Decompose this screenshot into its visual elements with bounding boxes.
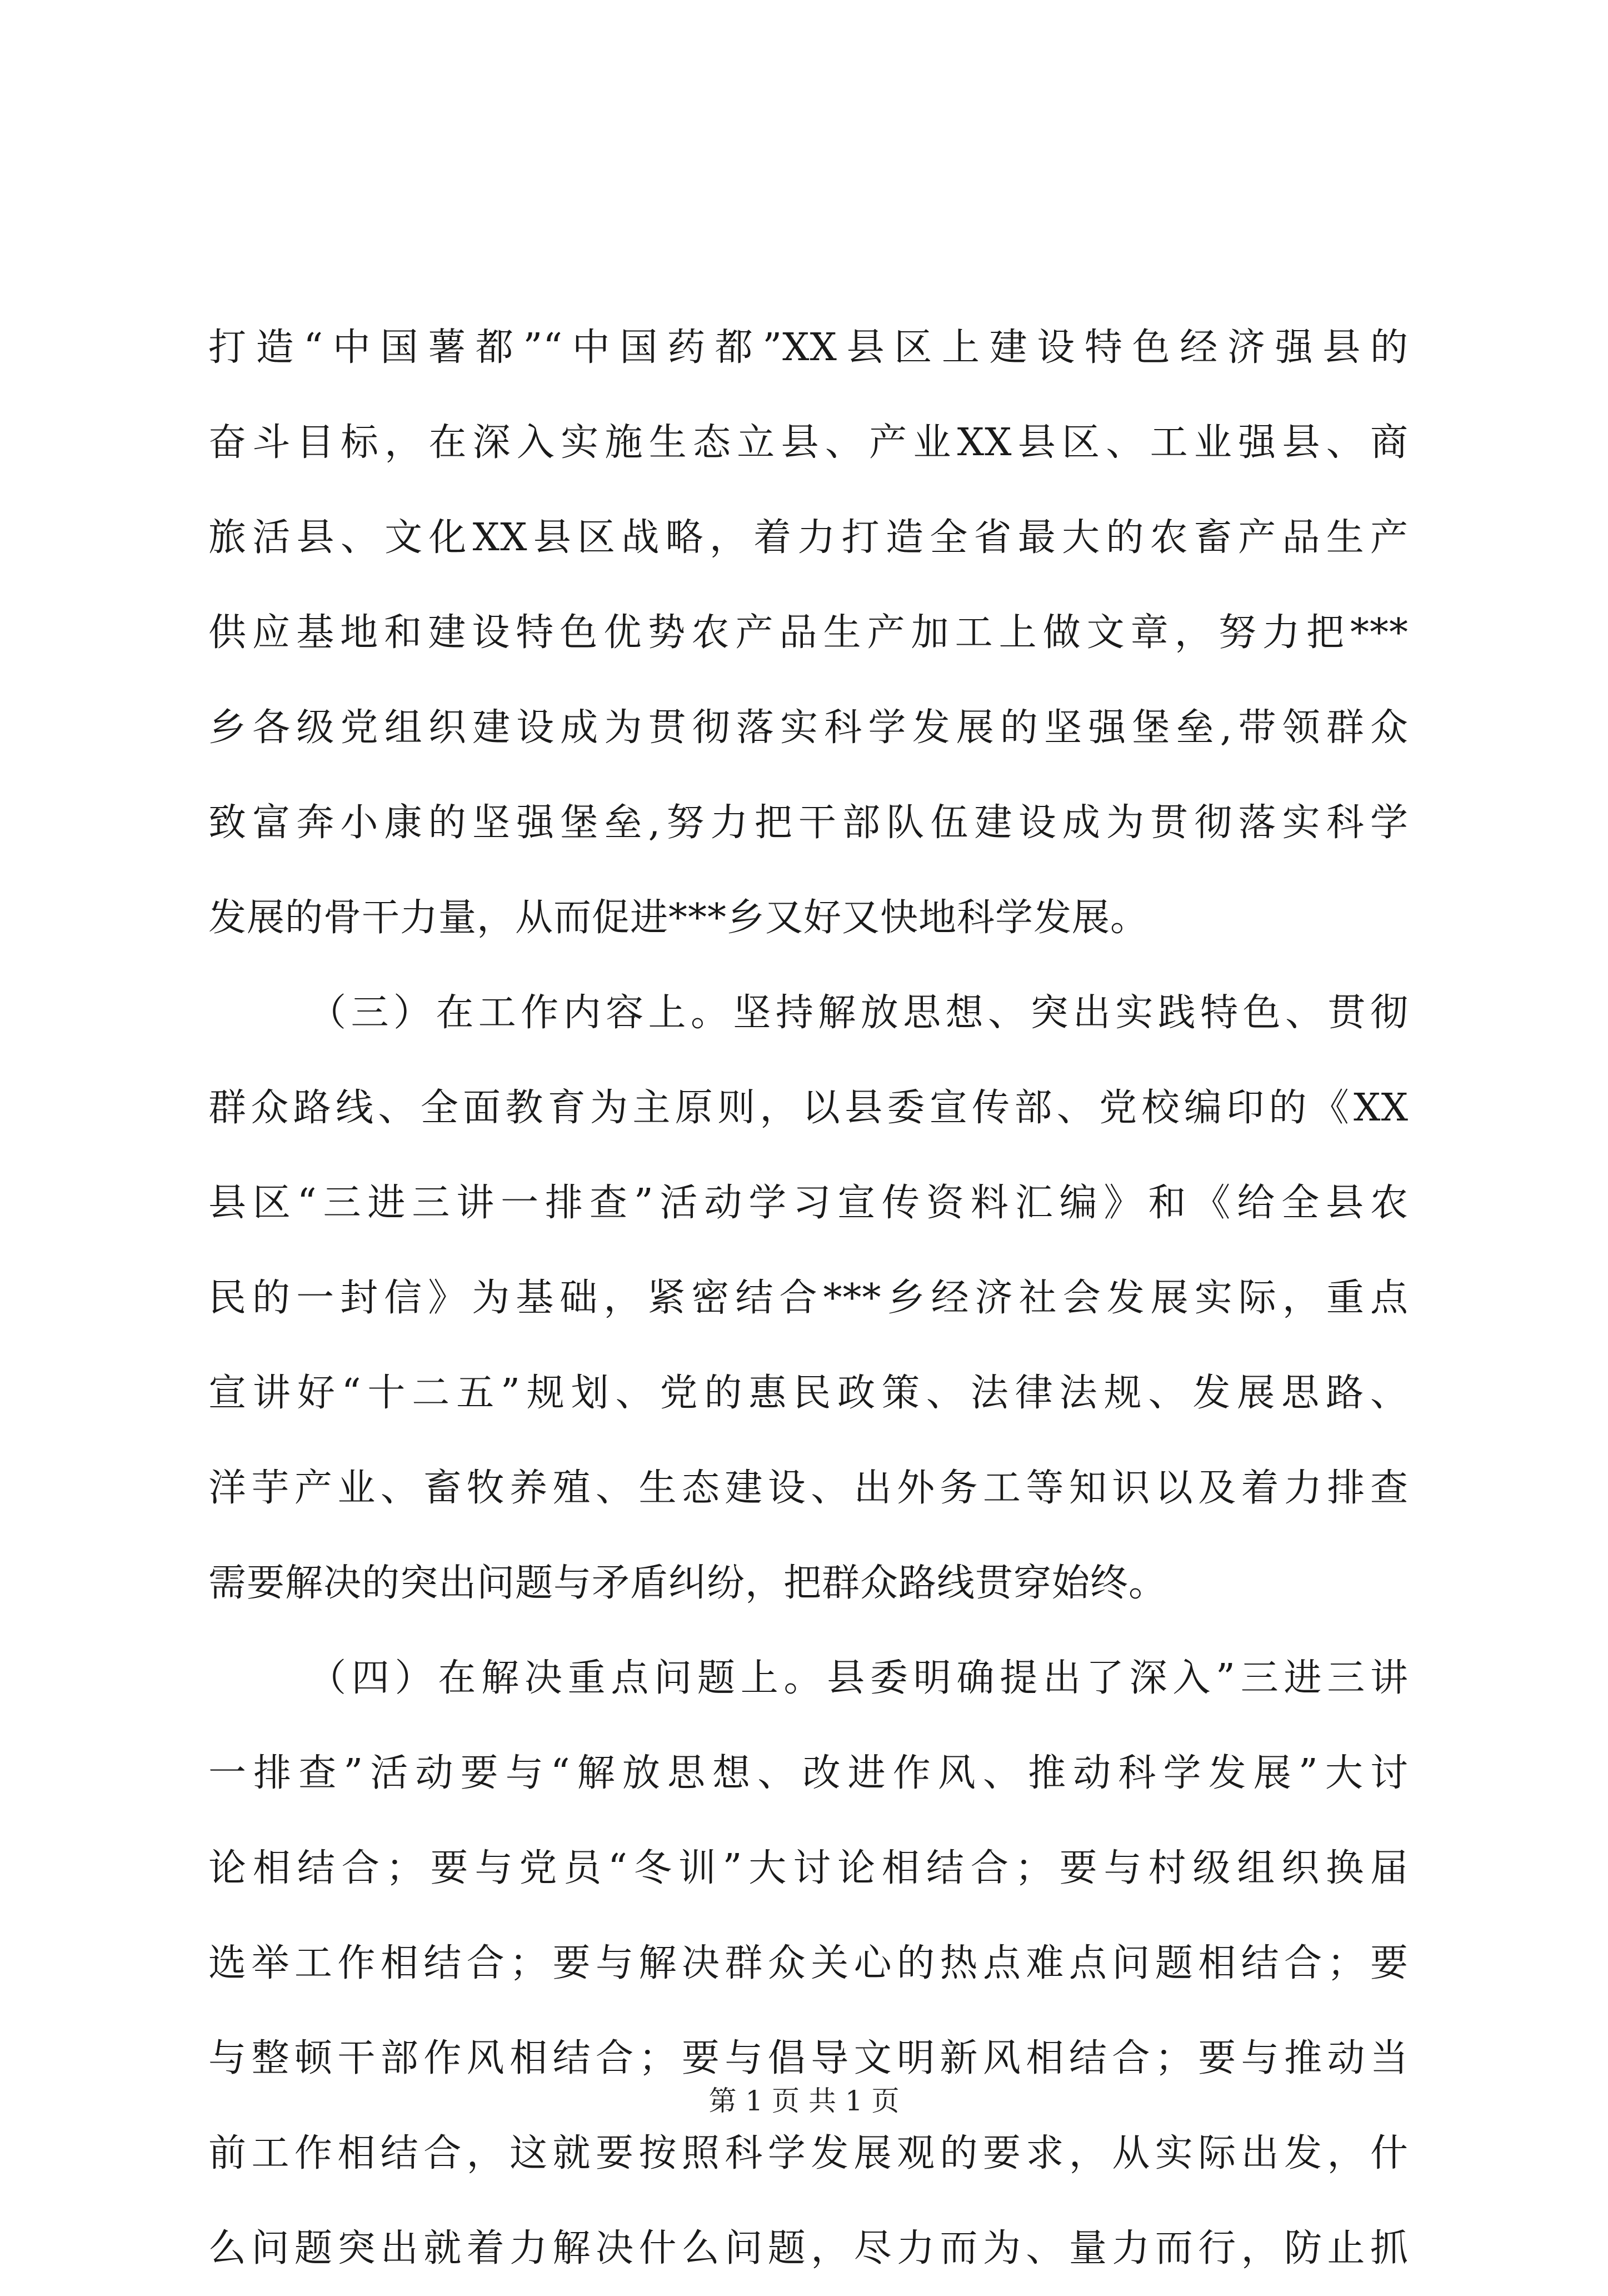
text-line: 一排查”活动要与“解放思想、改进作风、推动科学发展”大讨 xyxy=(208,1751,1409,1795)
text-line: 旅活县、文化XX县区战略，着力打造全省最大的农畜产品生产 xyxy=(208,516,1409,560)
text-line: （四）在解决重点问题上。县委明确提出了深入”三进三讲 xyxy=(308,1656,1409,1700)
paragraph-key-issues xyxy=(208,1631,1409,2296)
text-line: 与整顿干部作风相结合；要与倡导文明新风相结合；要与推动当 xyxy=(208,2036,1409,2080)
text-line: （三）在工作内容上。坚持解放思想、突出实践特色、贯彻 xyxy=(308,991,1409,1035)
text-line: 县区“三进三讲一排查”活动学习宣传资料汇编》和《给全县农 xyxy=(208,1181,1409,1225)
text-line: 致富奔小康的坚强堡垒,努力把干部队伍建设成为贯彻落实科学 xyxy=(208,801,1409,845)
text-line: 打造“中国薯都”“中国药都”XX县区上建设特色经济强县的 xyxy=(208,326,1409,370)
text-line: 供应基地和建设特色优势农产品生产加工上做文章，努力把*** xyxy=(208,611,1409,655)
text-line: 群众路线、全面教育为主原则，以县委宣传部、党校编印的《XX xyxy=(208,1086,1409,1130)
document-body xyxy=(208,300,1409,2296)
text-line: 么问题突出就着力解决什么问题，尽力而为、量力而行，防止抓 xyxy=(208,2227,1409,2270)
text-line: 乡各级党组织建设成为贯彻落实科学发展的坚强堡垒,带领群众 xyxy=(208,706,1409,750)
text-line: 洋芋产业、畜牧养殖、生态建设、出外务工等知识以及着力排查 xyxy=(208,1466,1409,1510)
paragraph-work-content xyxy=(208,965,1409,1631)
text-line: 论相结合；要与党员“冬训”大讨论相结合；要与村级组织换届 xyxy=(208,1846,1409,1890)
text-line: 前工作相结合，这就要按照科学发展观的要求，从实际出发，什 xyxy=(208,2131,1409,2175)
text-line: 发展的骨干力量，从而促进***乡又好又快地科学发展。 xyxy=(208,896,1149,940)
text-line: 宣讲好“十二五”规划、党的惠民政策、法律法规、发展思路、 xyxy=(208,1371,1409,1415)
text-line: 奋斗目标，在深入实施生态立县、产业XX县区、工业强县、商 xyxy=(208,421,1409,465)
text-line: 需要解决的突出问题与矛盾纠纷，把群众路线贯穿始终。 xyxy=(208,1561,1167,1605)
page-number-footer: 第 1 页 共 1 页 xyxy=(708,2085,900,2117)
text-line: 民的一封信》为基础，紧密结合***乡经济社会发展实际，重点 xyxy=(208,1276,1409,1320)
text-line: 选举工作相结合；要与解决群众关心的热点难点问题相结合；要 xyxy=(208,1941,1409,1985)
paragraph-continuation xyxy=(208,300,1409,965)
